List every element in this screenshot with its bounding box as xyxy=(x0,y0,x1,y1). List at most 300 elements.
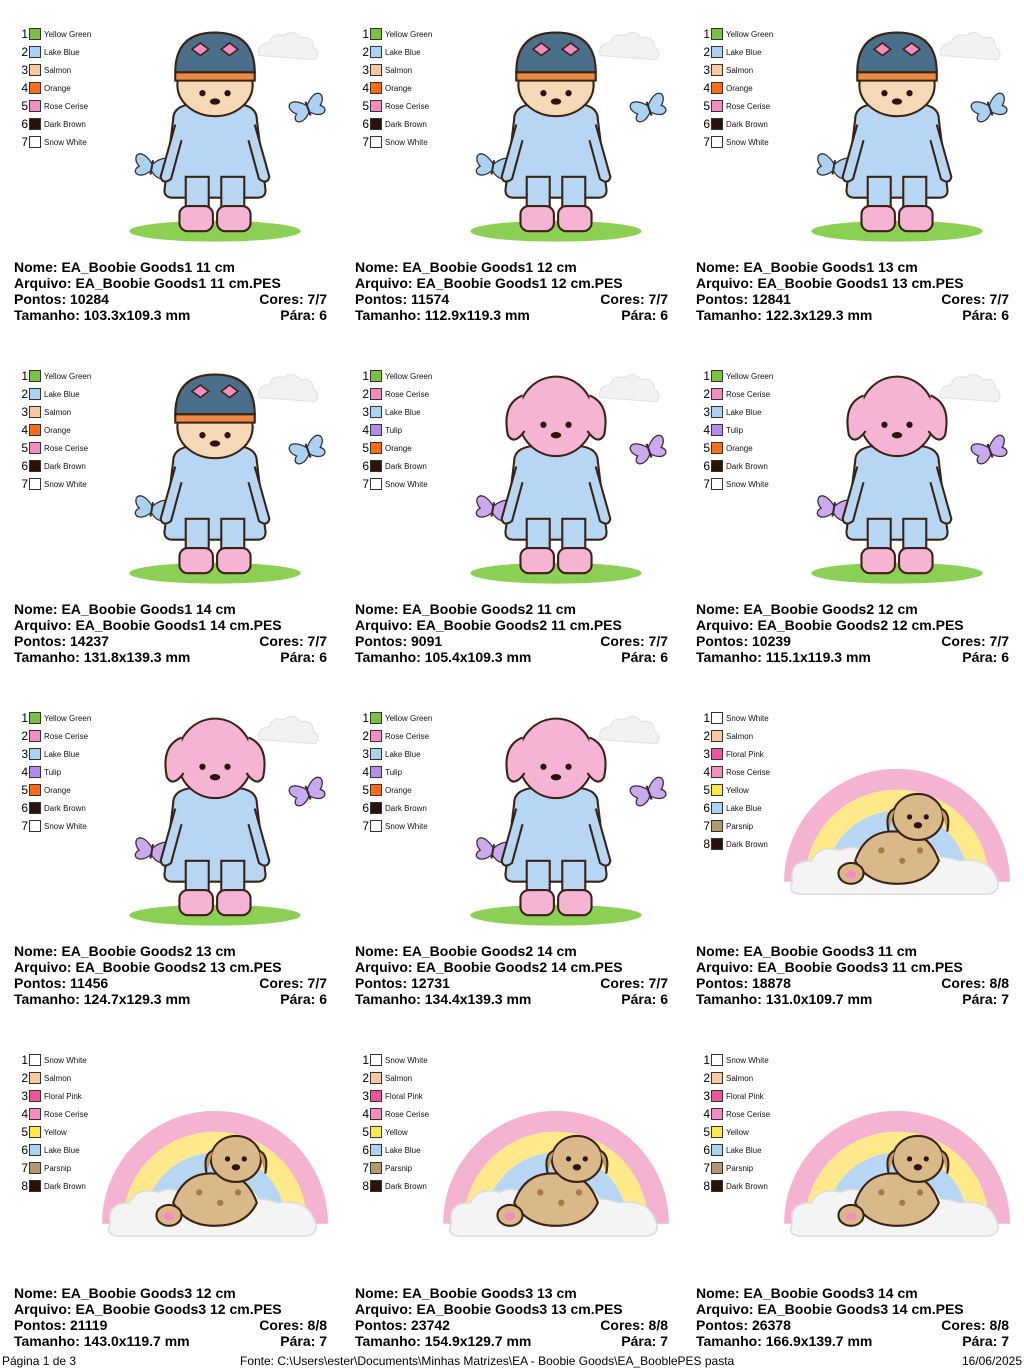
thread-index: 8 xyxy=(362,1179,369,1193)
color-count: Cores: 7/7 xyxy=(259,633,327,649)
stitches-line xyxy=(696,291,1009,307)
rainbow-puppy-embroidery xyxy=(782,1046,1012,1276)
name-line xyxy=(14,943,327,959)
design-file: Arquivo: EA_Boobie Goods1 11 cm.PES xyxy=(14,275,281,291)
thread-index: 8 xyxy=(21,1179,28,1193)
thread-color-name: Dark Brown xyxy=(44,119,86,129)
thread-color-row xyxy=(359,1105,429,1123)
cloud-icon xyxy=(600,374,659,401)
color-swatch xyxy=(711,28,723,40)
bear-embroidery xyxy=(782,20,1012,250)
thread-color-name: Floral Pink xyxy=(726,749,764,759)
thread-index: 1 xyxy=(21,369,28,383)
thread-index: 8 xyxy=(703,1179,710,1193)
design-card xyxy=(682,684,1023,1026)
thread-color-row xyxy=(359,709,432,727)
thread-index: 2 xyxy=(362,1071,369,1085)
size-line xyxy=(696,1333,1009,1349)
bear-embroidery xyxy=(441,20,671,250)
butterfly-icon xyxy=(629,776,669,808)
thread-index: 3 xyxy=(362,405,369,419)
thread-color-row xyxy=(18,421,91,439)
thread-color-row xyxy=(700,835,770,853)
color-swatch xyxy=(370,118,382,130)
stitch-count: Pontos: 14237 xyxy=(14,633,109,649)
file-line xyxy=(355,617,668,633)
stitch-count: Pontos: 18878 xyxy=(696,975,791,991)
thread-color-name: Lake Blue xyxy=(44,47,80,57)
thread-index: 1 xyxy=(703,27,710,41)
thread-index: 8 xyxy=(703,837,710,851)
color-swatch xyxy=(29,388,41,400)
stop-count: Pára: 6 xyxy=(621,991,668,1007)
thread-index: 7 xyxy=(362,819,369,833)
thread-index: 4 xyxy=(703,765,710,779)
thread-color-row xyxy=(359,1141,429,1159)
thread-index: 5 xyxy=(703,441,710,455)
thread-color-name: Rose Cerise xyxy=(385,731,430,741)
design-info xyxy=(696,943,1009,1007)
thread-color-name: Lake Blue xyxy=(726,1145,762,1155)
color-swatch xyxy=(370,478,382,490)
thread-color-row xyxy=(359,133,432,151)
color-swatch xyxy=(711,1090,723,1102)
file-line xyxy=(355,959,668,975)
color-swatch xyxy=(29,1090,41,1102)
thread-color-row xyxy=(700,1159,770,1177)
thread-color-name: Dark Brown xyxy=(385,803,427,813)
thread-color-name: Lake Blue xyxy=(44,389,80,399)
thread-index: 2 xyxy=(21,45,28,59)
thread-color-name: Tulip xyxy=(44,767,62,777)
thread-index: 7 xyxy=(362,1161,369,1175)
thread-index: 2 xyxy=(362,387,369,401)
thread-color-name: Lake Blue xyxy=(385,407,421,417)
thread-color-name: Dark Brown xyxy=(44,803,86,813)
thread-color-name: Rose Cerise xyxy=(44,731,89,741)
thread-color-row xyxy=(18,43,91,61)
color-swatch xyxy=(370,1108,382,1120)
rainbow-puppy-embroidery xyxy=(441,1046,671,1276)
color-swatch xyxy=(29,46,41,58)
stitch-count: Pontos: 11456 xyxy=(14,975,109,991)
design-card xyxy=(682,342,1023,684)
color-swatch xyxy=(29,784,41,796)
size-line xyxy=(14,649,327,665)
thread-color-row xyxy=(359,763,432,781)
color-swatch xyxy=(711,424,723,436)
stop-count: Pára: 7 xyxy=(621,1333,668,1349)
thread-color-name: Rose Cerise xyxy=(385,1109,430,1119)
thread-color-name: Orange xyxy=(385,83,412,93)
design-name: Nome: EA_Boobie Goods3 14 cm xyxy=(696,1285,918,1301)
source-path: Fonte: C:\Users\ester\Documents\Minhas Matrizes\EA - Boobie Goods\EA_BooblePES pasta xyxy=(240,1354,735,1368)
thread-color-row xyxy=(700,439,773,457)
thread-index: 2 xyxy=(703,45,710,59)
thread-color-name: Snow White xyxy=(385,1055,428,1065)
thread-color-row xyxy=(18,763,91,781)
page-number: Página 1 de 3 xyxy=(2,1354,77,1368)
file-line xyxy=(696,617,1009,633)
thread-color-name: Lake Blue xyxy=(385,47,421,57)
color-swatch xyxy=(370,1126,382,1138)
thread-index: 4 xyxy=(21,81,28,95)
thread-color-name: Floral Pink xyxy=(44,1091,82,1101)
thread-color-row xyxy=(700,1051,770,1069)
thread-color-name: Snow White xyxy=(44,821,87,831)
color-swatch xyxy=(29,1162,41,1174)
thread-color-row xyxy=(700,1069,770,1087)
bear-embroidery xyxy=(100,20,330,250)
thread-color-row xyxy=(700,43,773,61)
thread-color-row xyxy=(700,763,770,781)
thread-color-row xyxy=(18,457,91,475)
color-count: Cores: 7/7 xyxy=(259,291,327,307)
design-size: Tamanho: 115.1x119.3 mm xyxy=(696,649,871,665)
thread-color-row xyxy=(359,421,432,439)
size-line xyxy=(14,1333,327,1349)
pink-puppy-embroidery xyxy=(441,362,671,592)
color-swatch xyxy=(370,460,382,472)
thread-color-name: Tulip xyxy=(385,767,403,777)
thread-index: 3 xyxy=(703,405,710,419)
design-size: Tamanho: 134.4x139.3 mm xyxy=(355,991,532,1007)
thread-index: 7 xyxy=(703,477,710,491)
thread-color-row xyxy=(18,781,91,799)
thread-color-name: Salmon xyxy=(44,65,72,75)
name-line xyxy=(696,259,1009,275)
size-line xyxy=(355,307,668,323)
thread-color-name: Rose Cerise xyxy=(44,443,89,453)
bear-embroidery xyxy=(100,362,330,592)
thread-color-name: Snow White xyxy=(44,1055,87,1065)
thread-color-name: Rose Cerise xyxy=(726,389,771,399)
thread-color-name: Snow White xyxy=(385,479,428,489)
design-info xyxy=(696,601,1009,665)
color-swatch xyxy=(29,748,41,760)
color-swatch xyxy=(29,1144,41,1156)
color-swatch xyxy=(711,136,723,148)
design-file: Arquivo: EA_Boobie Goods2 12 cm.PES xyxy=(696,617,964,633)
design-file: Arquivo: EA_Boobie Goods3 13 cm.PES xyxy=(355,1301,623,1317)
thread-color-name: Lake Blue xyxy=(726,803,762,813)
thread-color-name: Yellow Green xyxy=(726,29,774,39)
thread-color-row xyxy=(700,115,773,133)
thread-index: 4 xyxy=(362,423,369,437)
size-line xyxy=(355,1333,668,1349)
cloud-icon xyxy=(600,32,659,59)
thread-color-name: Salmon xyxy=(44,1073,72,1083)
color-swatch xyxy=(29,1072,41,1084)
thread-color-row xyxy=(18,97,91,115)
design-card xyxy=(341,0,682,342)
color-swatch xyxy=(370,100,382,112)
color-swatch xyxy=(370,820,382,832)
thread-color-row xyxy=(359,439,432,457)
rainbow-puppy-embroidery xyxy=(100,1046,330,1276)
print-date: 16/06/2025 xyxy=(961,1354,1022,1368)
design-file: Arquivo: EA_Boobie Goods3 14 cm.PES xyxy=(696,1301,964,1317)
thread-index: 4 xyxy=(703,1107,710,1121)
design-size: Tamanho: 122.3x129.3 mm xyxy=(696,307,873,323)
thread-color-name: Orange xyxy=(385,443,412,453)
name-line xyxy=(696,1285,1009,1301)
thread-index: 7 xyxy=(21,477,28,491)
file-line xyxy=(14,959,327,975)
name-line xyxy=(696,943,1009,959)
thread-index: 1 xyxy=(362,711,369,725)
page-footer xyxy=(0,1354,1024,1370)
thread-index: 1 xyxy=(21,711,28,725)
thread-color-name: Rose Cerise xyxy=(726,767,771,777)
thread-color-row xyxy=(359,79,432,97)
color-swatch xyxy=(370,1054,382,1066)
color-swatch xyxy=(29,1054,41,1066)
thread-color-name: Yellow xyxy=(726,785,749,795)
thread-color-row xyxy=(359,367,432,385)
thread-color-row xyxy=(18,1105,88,1123)
thread-color-name: Dark Brown xyxy=(385,119,427,129)
stitch-count: Pontos: 10239 xyxy=(696,633,791,649)
thread-index: 1 xyxy=(362,1053,369,1067)
thread-color-row xyxy=(700,727,770,745)
thread-index: 5 xyxy=(362,99,369,113)
color-swatch xyxy=(29,82,41,94)
stitches-line xyxy=(14,975,327,991)
color-swatch xyxy=(29,28,41,40)
thread-palette xyxy=(359,25,432,151)
color-swatch xyxy=(370,802,382,814)
size-line xyxy=(355,991,668,1007)
thread-color-row xyxy=(700,97,773,115)
thread-index: 1 xyxy=(362,27,369,41)
thread-color-row xyxy=(359,115,432,133)
color-swatch xyxy=(370,748,382,760)
name-line xyxy=(355,1285,668,1301)
color-swatch xyxy=(29,370,41,382)
thread-index: 5 xyxy=(362,783,369,797)
design-size: Tamanho: 131.0x109.7 mm xyxy=(696,991,873,1007)
file-line xyxy=(14,275,327,291)
thread-index: 3 xyxy=(703,1089,710,1103)
thread-color-name: Lake Blue xyxy=(726,407,762,417)
thread-color-row xyxy=(700,1177,770,1195)
color-swatch xyxy=(370,1162,382,1174)
color-swatch xyxy=(370,442,382,454)
color-count: Cores: 7/7 xyxy=(259,975,327,991)
thread-color-name: Parsnip xyxy=(726,1163,754,1173)
color-swatch xyxy=(370,64,382,76)
design-info xyxy=(355,1285,668,1349)
color-swatch xyxy=(711,1180,723,1192)
thread-color-row xyxy=(700,421,773,439)
design-file: Arquivo: EA_Boobie Goods3 11 cm.PES xyxy=(696,959,963,975)
thread-color-name: Parsnip xyxy=(726,821,754,831)
color-swatch xyxy=(29,136,41,148)
color-swatch xyxy=(711,1072,723,1084)
thread-index: 5 xyxy=(21,1125,28,1139)
thread-index: 6 xyxy=(21,1143,28,1157)
name-line xyxy=(14,1285,327,1301)
thread-color-name: Rose Cerise xyxy=(726,1109,771,1119)
thread-index: 7 xyxy=(21,135,28,149)
file-line xyxy=(355,275,668,291)
thread-index: 1 xyxy=(703,369,710,383)
size-line xyxy=(696,649,1009,665)
design-card xyxy=(341,684,682,1026)
thread-index: 2 xyxy=(703,1071,710,1085)
color-swatch xyxy=(370,406,382,418)
thread-index: 2 xyxy=(362,729,369,743)
thread-color-name: Tulip xyxy=(726,425,744,435)
color-swatch xyxy=(29,802,41,814)
design-info xyxy=(14,601,327,665)
design-name: Nome: EA_Boobie Goods2 13 cm xyxy=(14,943,236,959)
color-swatch xyxy=(370,1090,382,1102)
butterfly-icon xyxy=(629,92,669,124)
thread-color-name: Lake Blue xyxy=(44,1145,80,1155)
thread-color-name: Rose Cerise xyxy=(385,389,430,399)
thread-index: 3 xyxy=(703,63,710,77)
thread-index: 2 xyxy=(21,387,28,401)
thread-color-name: Dark Brown xyxy=(44,461,86,471)
cloud-icon xyxy=(600,716,659,743)
thread-color-row xyxy=(18,475,91,493)
butterfly-icon xyxy=(288,434,328,466)
thread-color-name: Dark Brown xyxy=(385,461,427,471)
color-count: Cores: 7/7 xyxy=(941,633,1009,649)
color-swatch xyxy=(29,712,41,724)
thread-color-row xyxy=(700,817,770,835)
file-line xyxy=(355,1301,668,1317)
thread-color-name: Snow White xyxy=(385,821,428,831)
file-line xyxy=(14,1301,327,1317)
stop-count: Pára: 7 xyxy=(962,991,1009,1007)
thread-palette xyxy=(18,1051,88,1195)
thread-color-name: Salmon xyxy=(726,65,754,75)
color-swatch xyxy=(711,1126,723,1138)
color-swatch xyxy=(711,1162,723,1174)
thread-index: 4 xyxy=(21,423,28,437)
thread-color-name: Yellow Green xyxy=(44,371,92,381)
thread-color-row xyxy=(18,1141,88,1159)
stop-count: Pára: 6 xyxy=(621,649,668,665)
color-swatch xyxy=(711,406,723,418)
design-card xyxy=(0,684,341,1026)
color-swatch xyxy=(711,388,723,400)
design-card xyxy=(682,0,1023,342)
butterfly-icon xyxy=(288,776,328,808)
thread-color-row xyxy=(700,79,773,97)
thread-color-name: Snow White xyxy=(44,137,87,147)
color-swatch xyxy=(370,1144,382,1156)
thread-color-row xyxy=(359,43,432,61)
name-line xyxy=(355,943,668,959)
thread-color-name: Yellow Green xyxy=(385,371,433,381)
thread-color-name: Orange xyxy=(44,785,71,795)
thread-index: 5 xyxy=(362,441,369,455)
thread-color-name: Orange xyxy=(726,443,753,453)
thread-color-name: Rose Cerise xyxy=(726,101,771,111)
thread-palette xyxy=(18,25,91,151)
color-swatch xyxy=(370,370,382,382)
stitch-count: Pontos: 23742 xyxy=(355,1317,450,1333)
stitch-count: Pontos: 10284 xyxy=(14,291,109,307)
color-swatch xyxy=(29,424,41,436)
thread-color-name: Dark Brown xyxy=(44,1181,86,1191)
color-swatch xyxy=(29,64,41,76)
design-file: Arquivo: EA_Boobie Goods3 12 cm.PES xyxy=(14,1301,282,1317)
thread-index: 6 xyxy=(362,459,369,473)
color-swatch xyxy=(711,118,723,130)
thread-index: 4 xyxy=(362,81,369,95)
stop-count: Pára: 6 xyxy=(621,307,668,323)
design-file: Arquivo: EA_Boobie Goods1 14 cm.PES xyxy=(14,617,282,633)
design-name: Nome: EA_Boobie Goods3 11 cm xyxy=(696,943,917,959)
color-swatch xyxy=(29,1180,41,1192)
thread-palette xyxy=(700,709,770,853)
thread-color-name: Rose Cerise xyxy=(385,101,430,111)
size-line xyxy=(696,307,1009,323)
thread-color-name: Dark Brown xyxy=(726,461,768,471)
color-swatch xyxy=(29,730,41,742)
stitches-line xyxy=(355,633,668,649)
thread-index: 3 xyxy=(21,63,28,77)
thread-index: 7 xyxy=(703,1161,710,1175)
design-size: Tamanho: 154.9x129.7 mm xyxy=(355,1333,532,1349)
thread-color-row xyxy=(18,1087,88,1105)
color-swatch xyxy=(711,82,723,94)
thread-index: 3 xyxy=(362,63,369,77)
thread-index: 2 xyxy=(703,729,710,743)
design-file: Arquivo: EA_Boobie Goods1 13 cm.PES xyxy=(696,275,964,291)
thread-index: 4 xyxy=(703,81,710,95)
thread-palette xyxy=(359,709,432,835)
color-swatch xyxy=(711,100,723,112)
thread-color-row xyxy=(700,403,773,421)
thread-palette xyxy=(700,1051,770,1195)
thread-color-name: Snow White xyxy=(726,1055,769,1065)
stitches-line xyxy=(355,291,668,307)
design-size: Tamanho: 112.9x119.3 mm xyxy=(355,307,530,323)
thread-index: 1 xyxy=(21,1053,28,1067)
thread-index: 3 xyxy=(21,405,28,419)
thread-color-row xyxy=(359,1159,429,1177)
stitches-line xyxy=(14,291,327,307)
thread-color-row xyxy=(18,1123,88,1141)
thread-color-name: Lake Blue xyxy=(726,47,762,57)
thread-index: 7 xyxy=(21,819,28,833)
thread-index: 6 xyxy=(362,1143,369,1157)
thread-index: 5 xyxy=(21,783,28,797)
thread-index: 1 xyxy=(703,711,710,725)
thread-color-row xyxy=(359,457,432,475)
thread-palette xyxy=(700,25,773,151)
thread-color-row xyxy=(18,799,91,817)
thread-color-row xyxy=(700,709,770,727)
design-name: Nome: EA_Boobie Goods2 12 cm xyxy=(696,601,918,617)
thread-color-name: Yellow Green xyxy=(385,713,433,723)
color-swatch xyxy=(711,64,723,76)
color-swatch xyxy=(29,118,41,130)
stitches-line xyxy=(696,633,1009,649)
thread-color-row xyxy=(18,79,91,97)
color-count: Cores: 7/7 xyxy=(600,975,668,991)
thread-index: 5 xyxy=(703,783,710,797)
color-swatch xyxy=(370,82,382,94)
stop-count: Pára: 6 xyxy=(962,307,1009,323)
thread-color-row xyxy=(700,25,773,43)
